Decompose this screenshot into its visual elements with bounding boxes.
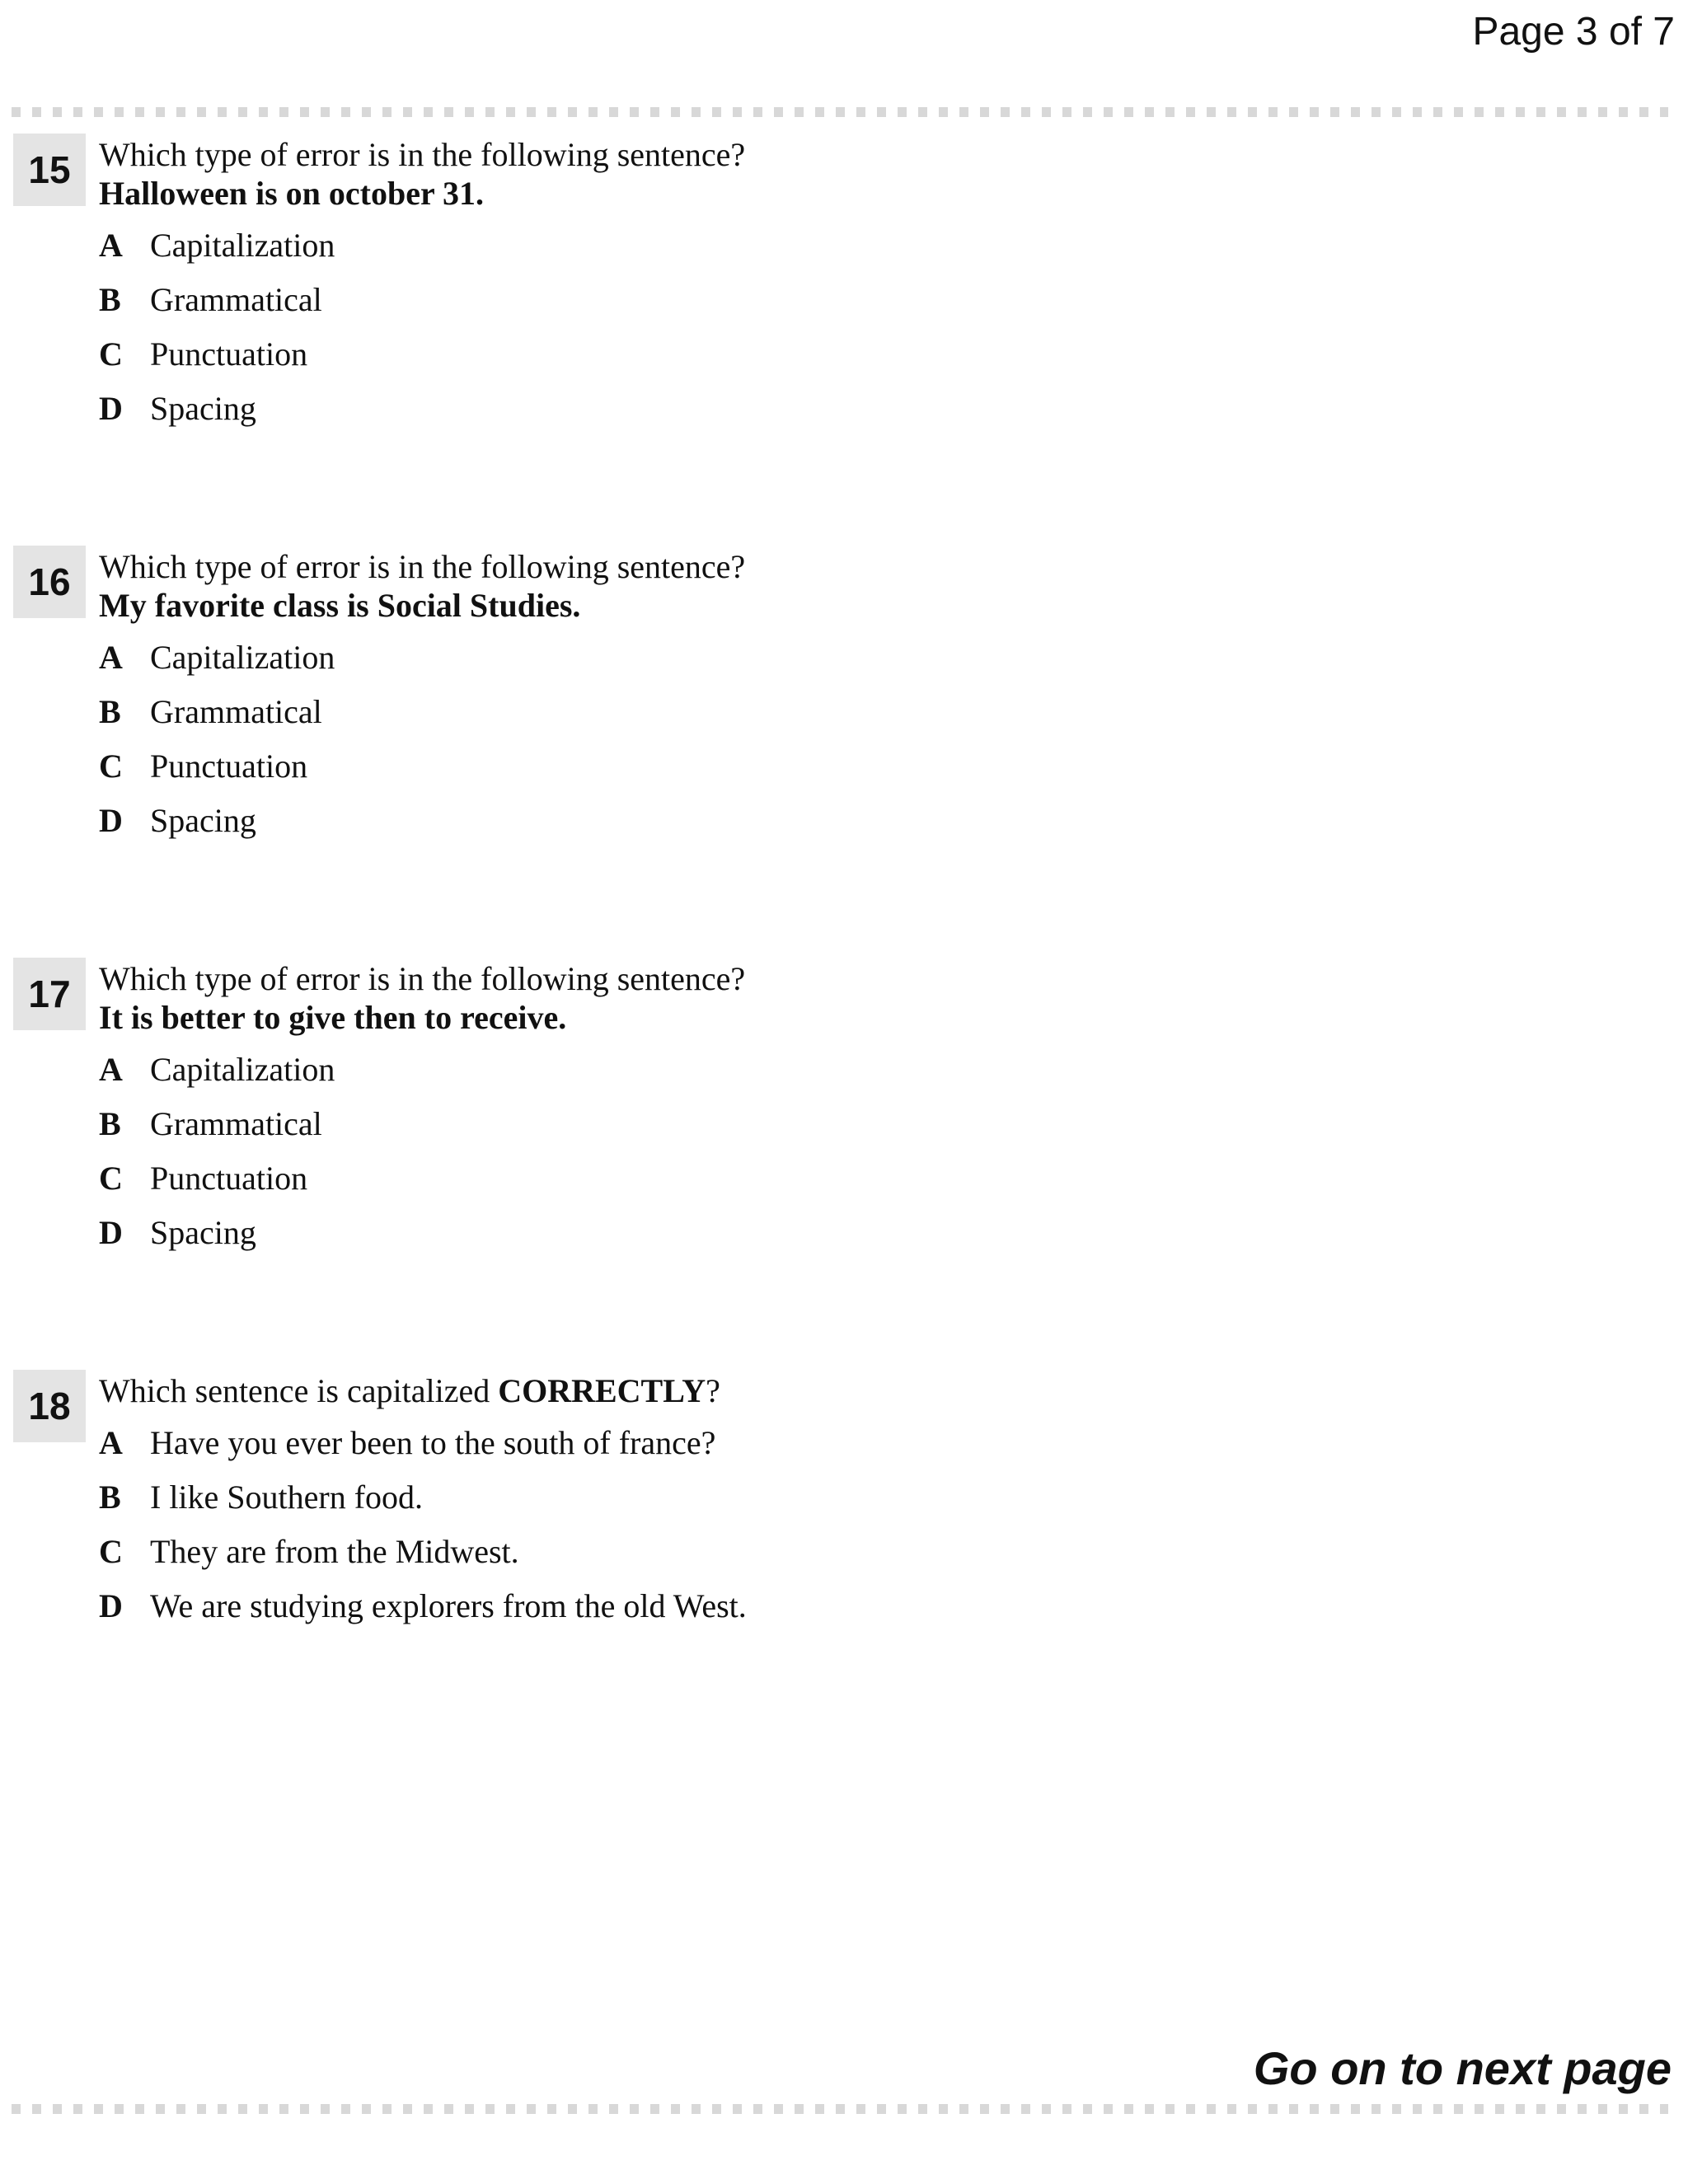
question-prompt: Which type of error is in the following sentence? bbox=[99, 136, 746, 173]
answer-option[interactable] bbox=[99, 630, 335, 685]
answer-options bbox=[99, 630, 335, 848]
question-stem bbox=[99, 135, 745, 213]
question-number: 17 bbox=[13, 958, 86, 1030]
answer-option[interactable] bbox=[99, 1151, 335, 1206]
answer-option-letter: C bbox=[99, 1160, 123, 1197]
go-on-next-page-label: Go on to next page bbox=[1253, 2042, 1672, 2094]
answer-option-letter: B bbox=[99, 281, 121, 318]
answer-option[interactable] bbox=[99, 1525, 747, 1579]
answer-options bbox=[99, 218, 335, 436]
question-sentence: It is better to give then to receive. bbox=[99, 999, 567, 1036]
answer-option-text: Capitalization bbox=[150, 1051, 335, 1088]
answer-option-text: Grammatical bbox=[150, 693, 322, 730]
answer-option-text: We are studying explorers from the old West. bbox=[150, 1587, 747, 1624]
answer-option-text: They are from the Midwest. bbox=[150, 1533, 519, 1570]
answer-option-letter: D bbox=[99, 802, 123, 839]
page-number: Page 3 of 7 bbox=[1472, 10, 1675, 54]
answer-option-text: Spacing bbox=[150, 390, 256, 427]
answer-option-letter: C bbox=[99, 335, 123, 373]
answer-option[interactable] bbox=[99, 1043, 335, 1097]
answer-option-text: Capitalization bbox=[150, 227, 335, 264]
question-sentence: My favorite class is Social Studies. bbox=[99, 587, 581, 624]
question-stem bbox=[99, 547, 745, 625]
answer-option-text: Grammatical bbox=[150, 281, 322, 318]
question-prompt: Which type of error is in the following sentence? bbox=[99, 548, 746, 585]
answer-option-letter: A bbox=[99, 1051, 123, 1088]
answer-option[interactable] bbox=[99, 1470, 747, 1525]
question-prompt-end: ? bbox=[706, 1372, 720, 1409]
answer-option-letter: B bbox=[99, 693, 121, 730]
answer-option-text: Have you ever been to the south of france? bbox=[150, 1424, 716, 1461]
answer-option[interactable] bbox=[99, 273, 335, 327]
answer-option[interactable] bbox=[99, 1206, 335, 1260]
answer-option-letter: D bbox=[99, 1214, 123, 1251]
answer-option-letter: A bbox=[99, 227, 123, 264]
answer-options bbox=[99, 1416, 747, 1633]
bottom-dashed-divider bbox=[12, 2104, 1668, 2114]
answer-option-letter: D bbox=[99, 1587, 123, 1624]
question-sentence: Halloween is on october 31. bbox=[99, 175, 485, 212]
question-number: 16 bbox=[13, 546, 86, 618]
answer-option-letter: A bbox=[99, 1424, 123, 1461]
answer-option-text: Spacing bbox=[150, 802, 256, 839]
question-prompt-emphasis: CORRECTLY bbox=[498, 1372, 706, 1409]
answer-option-letter: B bbox=[99, 1105, 121, 1142]
answer-option[interactable] bbox=[99, 739, 335, 794]
answer-option-text: Spacing bbox=[150, 1214, 256, 1251]
answer-option-letter: C bbox=[99, 1533, 123, 1570]
top-dashed-divider bbox=[12, 107, 1668, 117]
answer-option-text: I like Southern food. bbox=[150, 1479, 424, 1516]
answer-option[interactable] bbox=[99, 1416, 747, 1470]
answer-option-letter: A bbox=[99, 639, 123, 676]
answer-option[interactable] bbox=[99, 327, 335, 382]
answer-options bbox=[99, 1043, 335, 1260]
answer-option-text: Grammatical bbox=[150, 1105, 322, 1142]
answer-option-text: Punctuation bbox=[150, 335, 308, 373]
answer-option[interactable] bbox=[99, 685, 335, 739]
answer-option[interactable] bbox=[99, 218, 335, 273]
answer-option-letter: D bbox=[99, 390, 123, 427]
question-stem bbox=[99, 959, 745, 1037]
answer-option[interactable] bbox=[99, 1097, 335, 1151]
answer-option-text: Punctuation bbox=[150, 1160, 308, 1197]
answer-option-letter: C bbox=[99, 748, 123, 785]
answer-option[interactable] bbox=[99, 794, 335, 848]
answer-option[interactable] bbox=[99, 1579, 747, 1633]
answer-option[interactable] bbox=[99, 382, 335, 436]
answer-option-text: Punctuation bbox=[150, 748, 308, 785]
answer-option-letter: B bbox=[99, 1479, 121, 1516]
question-prompt: Which type of error is in the following sentence? bbox=[99, 960, 746, 997]
question-stem bbox=[99, 1371, 720, 1410]
question-number: 15 bbox=[13, 134, 86, 206]
answer-option-text: Capitalization bbox=[150, 639, 335, 676]
question-prompt-start: Which sentence is capitalized bbox=[99, 1372, 499, 1409]
question-number: 18 bbox=[13, 1370, 86, 1442]
